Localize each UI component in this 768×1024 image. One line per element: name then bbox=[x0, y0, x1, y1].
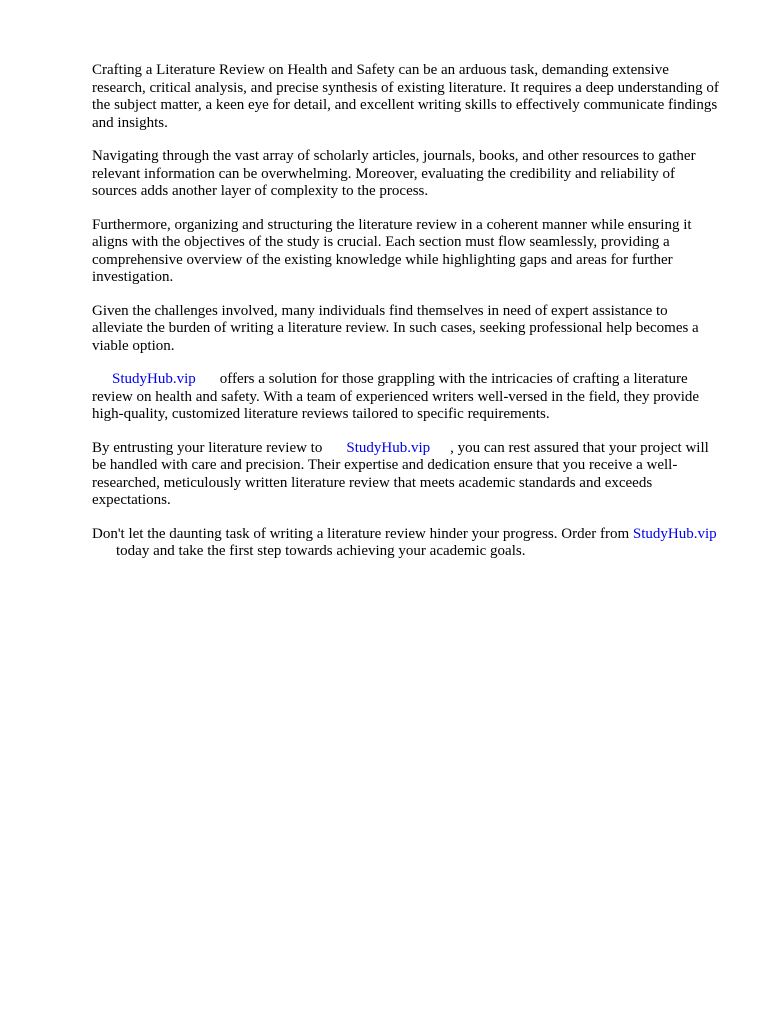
studyhub-link[interactable]: StudyHub.vip bbox=[632, 525, 717, 542]
paragraph-entrusting bbox=[92, 440, 722, 510]
paragraph-closing-after: today and take the first step towards achieving your academic goals. bbox=[116, 543, 526, 559]
paragraph-entrusting-before: By entrusting your literature review to bbox=[92, 439, 323, 456]
paragraph-entrusting-after: , you can rest assured that your project will be handled with care and precision. Their expertise and dedication ensure that you receive a well-researched, meticulously written literature review that meets academic standards and exceeds expectations. bbox=[92, 439, 713, 508]
studyhub-link[interactable]: StudyHub.vip bbox=[112, 371, 196, 387]
paragraph-closing-before: Don't let the daunting task of writing a literature review hinder your progress. Order from bbox=[92, 525, 630, 542]
paragraph-closing bbox=[92, 526, 722, 561]
paragraph-challenges: Given the challenges involved, many individuals find themselves in need of expert assistance to alleviate the burden of writing a literature review. In such cases, seeking professional help becomes a viable option. bbox=[92, 302, 703, 354]
paragraph-intro: Crafting a Literature Review on Health and Safety can be an arduous task, demanding extensive research, critical analysis, and precise synthesis of existing literature. It requires a deep understanding of the subject matter, a keen eye for detail, and excellent writing skills to effectively communicate findings and insights. bbox=[92, 62, 723, 131]
paragraph-navigating: Navigating through the vast array of scholarly articles, journals, books, and other resources to gather relevant information can be overwhelming. Moreover, evaluating the credibility and reliability of sources adds another layer of complexity to the process. bbox=[92, 148, 700, 199]
paragraph-solution-text: offers a solution for those grappling with the intricacies of crafting a literature review on health and safety. With a team of experienced writers well-versed in the field, they provide high-quality, customized literature reviews tailored to specific requirements. bbox=[92, 371, 703, 422]
paragraph-organizing: Furthermore, organizing and structuring the literature review in a coherent manner while ensuring it aligns with the objectives of the study is crucial. Each section must flow seamlessly, providing a comprehensive overview of the existing knowledge while highlighting gaps and areas for further investigation. bbox=[92, 216, 696, 285]
paragraph-solution bbox=[92, 371, 722, 424]
studyhub-link[interactable]: StudyHub.vip bbox=[346, 439, 431, 456]
